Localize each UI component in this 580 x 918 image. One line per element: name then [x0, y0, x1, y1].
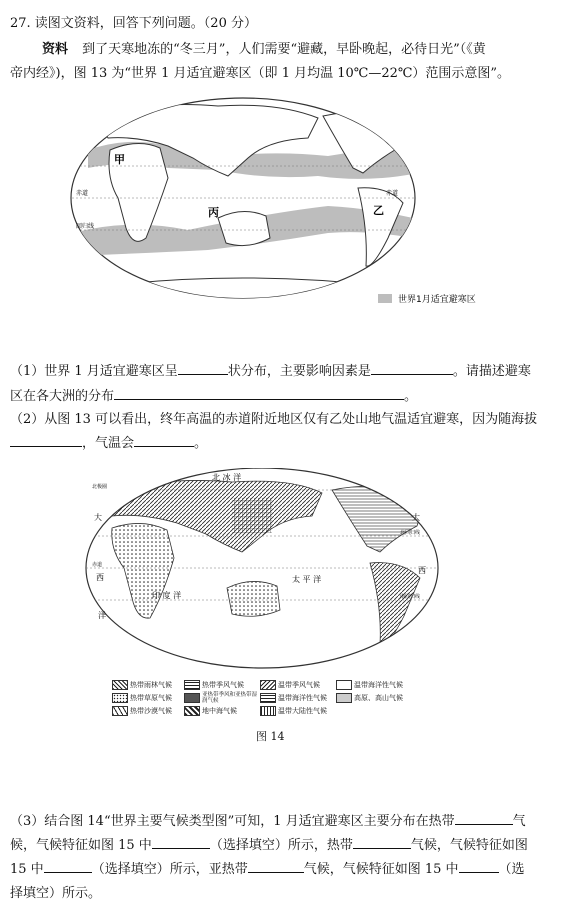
legend-item-5: 热带草原气候 [130, 694, 172, 702]
map2-legend [112, 680, 412, 720]
legend-swatch-11 [260, 706, 276, 716]
q3-text-2b: （选择填空）所示，热带 [209, 838, 353, 853]
label-equator-left: 赤道 [76, 190, 89, 197]
legend-swatch-8 [336, 693, 352, 703]
q3-blank-6[interactable] [459, 860, 499, 873]
map2-label-atl-e2: 西 [418, 566, 426, 575]
legend-swatch-5 [112, 693, 128, 703]
legend-item-10: 地中海气候 [202, 707, 237, 715]
q1-text-3: 。请描述避寒 [452, 364, 531, 379]
q3-blank-5[interactable] [248, 860, 304, 873]
q2-line-1: （2）从图 13 可以看出，终年高温的赤道附近地区仅有乙处山地气温适宜避寒，因为随海拔 [10, 412, 538, 427]
q1-blank-3[interactable] [114, 387, 404, 400]
q2-text-3: 。 [194, 436, 208, 451]
q3-text-3d: （选 [498, 862, 525, 877]
legend-swatch-refuge [378, 294, 392, 303]
map2-asia-monsoon [232, 498, 272, 533]
map2-label-atl-w2: 西 [96, 573, 104, 582]
figure-14-caption: 图 14 [256, 730, 285, 743]
material-label: 资料 [42, 42, 69, 57]
q3-text-1a: （3）结合图 14“世界主要气候类型图”可知，1 月适宜避寒区主要分布在热带 [10, 814, 455, 829]
question-header: 27. 读图文资料，回答下列问题。（20 分） [10, 16, 257, 31]
q1-text-4: 区在各大洲的分布 [10, 389, 115, 404]
legend-swatch-6 [184, 693, 200, 703]
q1-line-1 [10, 360, 531, 379]
q1-text-1: （1）世界 1 月适宜避寒区呈 [10, 364, 178, 379]
legend-item-4: 温带海洋性气候 [354, 681, 403, 689]
map2-label-tropic-n: 北回归线 [400, 530, 421, 536]
material-line-2: 帝内经》)，图 13 为“世界 1 月适宜避寒区（即 1 月均温 10℃—22℃）范围示意图”。 [10, 66, 511, 81]
q1-blank-2[interactable] [371, 362, 453, 375]
q3-blank-3[interactable] [353, 836, 411, 849]
legend-label-refuge: 世界1月适宜避寒区 [398, 295, 476, 305]
map2-label-equator: 赤道 [92, 562, 103, 568]
legend-item-1: 热带雨林气候 [130, 681, 172, 689]
label-jia: 甲 [114, 153, 125, 166]
q3-blank-1[interactable] [455, 812, 513, 825]
q3-blank-2[interactable] [152, 836, 210, 849]
label-yi: 乙 [373, 204, 384, 217]
q3-text-2a: 候，气候特征如图 15 中 [10, 838, 152, 853]
map-figure-13 [68, 88, 578, 328]
label-equator-right: 赤道 [386, 190, 399, 197]
q3-line-2 [10, 834, 528, 853]
legend-swatch-2 [184, 680, 200, 690]
q2-text-2: ，气温会 [82, 436, 135, 451]
legend-item-8: 高原、高山气候 [354, 694, 403, 702]
legend-swatch-1 [112, 680, 128, 690]
map2-label-indian: 印 度 洋 [152, 591, 182, 600]
map-figure-14 [82, 468, 442, 678]
legend-item-6: 亚热带季风和亚热带湿润气候 [202, 692, 258, 704]
q3-text-3b: （选择填空）所示，亚热带 [91, 862, 248, 877]
map2-label-atl-w3: 洋 [98, 611, 106, 620]
q1-text-5: 。 [404, 389, 418, 404]
map2-label-arctic-circle: 北极圈 [92, 484, 108, 490]
material-line-1 [42, 38, 486, 57]
map2-label-atl-e1: 大 [412, 513, 420, 522]
q2-blank-1[interactable] [10, 434, 82, 447]
legend-item-2: 热带季风气候 [202, 681, 244, 689]
legend-item-7: 温带海洋性气候 [278, 694, 327, 702]
q2-line-2 [10, 432, 207, 451]
q3-text-3a: 15 中 [10, 862, 44, 877]
q3-text-2c: 气候，气候特征如图 [410, 838, 528, 853]
legend-swatch-9 [112, 706, 128, 716]
q3-text-3c: 气候，气候特征如图 15 中 [303, 862, 459, 877]
map2-label-pacific: 太 平 洋 [292, 575, 322, 584]
q1-text-2: 状分布，主要影响因素是 [227, 364, 371, 379]
continent-australia [218, 211, 270, 245]
legend-swatch-4 [336, 680, 352, 690]
q1-blank-1[interactable] [178, 362, 228, 375]
legend-swatch-10 [184, 706, 200, 716]
q3-line-4: 择填空）所示。 [10, 886, 102, 901]
q3-text-1b: 气 [512, 814, 526, 829]
q2-blank-2[interactable] [134, 434, 194, 447]
q1-line-2 [10, 385, 417, 404]
q3-blank-4[interactable] [44, 860, 92, 873]
label-tropic-left: 回归线 [76, 223, 95, 230]
legend-item-9: 热带沙漠气候 [130, 707, 172, 715]
q3-line-3 [10, 858, 525, 877]
q3-line-1 [10, 810, 526, 829]
material-text-1: 到了天寒地冻的“冬三月”，人们需要“避藏，早卧晚起，必待日光”（《黄 [82, 42, 486, 57]
legend-item-11: 温带大陆性气候 [278, 707, 327, 715]
map2-label-atl-w1: 大 [94, 513, 102, 522]
map2-australia [227, 581, 280, 616]
label-bing: 丙 [208, 206, 219, 219]
continent-antarctica [78, 278, 408, 303]
legend-swatch-7 [260, 693, 276, 703]
map2-label-tropic-s: 南回归线 [400, 594, 421, 600]
map2-label-arctic-ocean: 北 冰 洋 [212, 473, 242, 482]
legend-item-3: 温带季风气候 [278, 681, 320, 689]
legend-swatch-3 [260, 680, 276, 690]
